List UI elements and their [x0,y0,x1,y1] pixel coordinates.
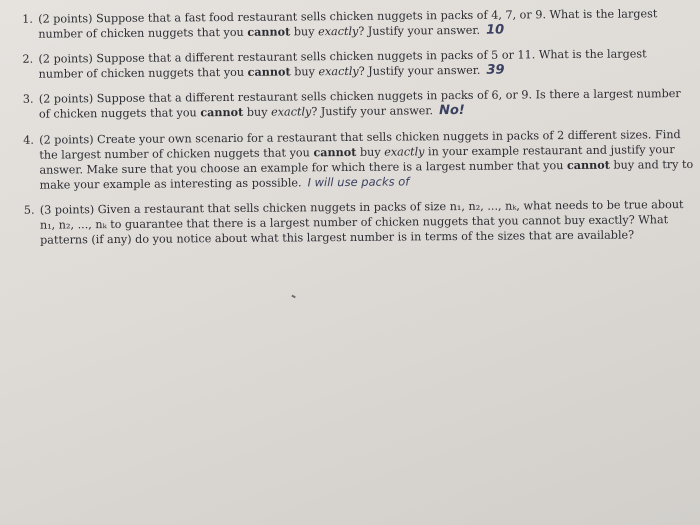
pencil-mark [291,295,295,299]
problem-text: (2 points) Suppose that a different restaurant sells chicken nuggets in packs of 6, or 9. Is there a largest number of chicken nuggets that you cannot buy exactly? Justify your answer. No! [38,87,681,121]
handwritten-note: I will use packs of [307,174,410,190]
problem-2 [22,46,692,82]
problem-number: 2. [22,52,34,66]
problem-number: 5. [23,203,35,217]
problem-number: 4. [23,133,34,147]
problem-text: (2 points) Create your own scenario for a restaurant that sells chicken nuggets in packs of 2 different sizes. Find the largest number of chicken nuggets that you cannot buy exactly in your example restaurant and justify your answer. Make sure that you choose an example for which there is a largest number that you cannot buy and try to make your example as interesting as possible. I will use packs of [39,128,694,192]
problem-3 [23,86,693,122]
problem-4 [23,127,693,193]
problem-1 [22,6,692,42]
handwritten-answer: 39 [486,62,505,78]
handwritten-answer: 10 [486,22,505,38]
handwritten-answer: No! [438,102,465,119]
problem-number: 3. [22,92,34,106]
problem-text: (2 points) Suppose that a different restaurant sells chicken nuggets in packs of 5 or 11. What is the largest number of chicken nuggets that you cannot buy exactly? Justify your answer. 39 [38,47,647,81]
problem-text: (3 points) Given a restaurant that sells chicken nuggets in packs of size n₁, n₂, ..., nₖ, what needs to be true about n₁, n₂, ..., nₖ to guarantee that there is a largest number of chicken nuggets that you cannot buy exactly? What patterns (if any) do you notice about what this largest number is in terms of the sizes that are available? [39,198,684,247]
problem-5 [24,197,694,248]
problem-text: (2 points) Suppose that a fast food restaurant sells chicken nuggets in packs of 4, 7, or 9. What is the largest number of chicken nuggets that you cannot buy exactly? Justify your answer. 10 [38,7,658,41]
problem-number: 1. [22,12,33,26]
